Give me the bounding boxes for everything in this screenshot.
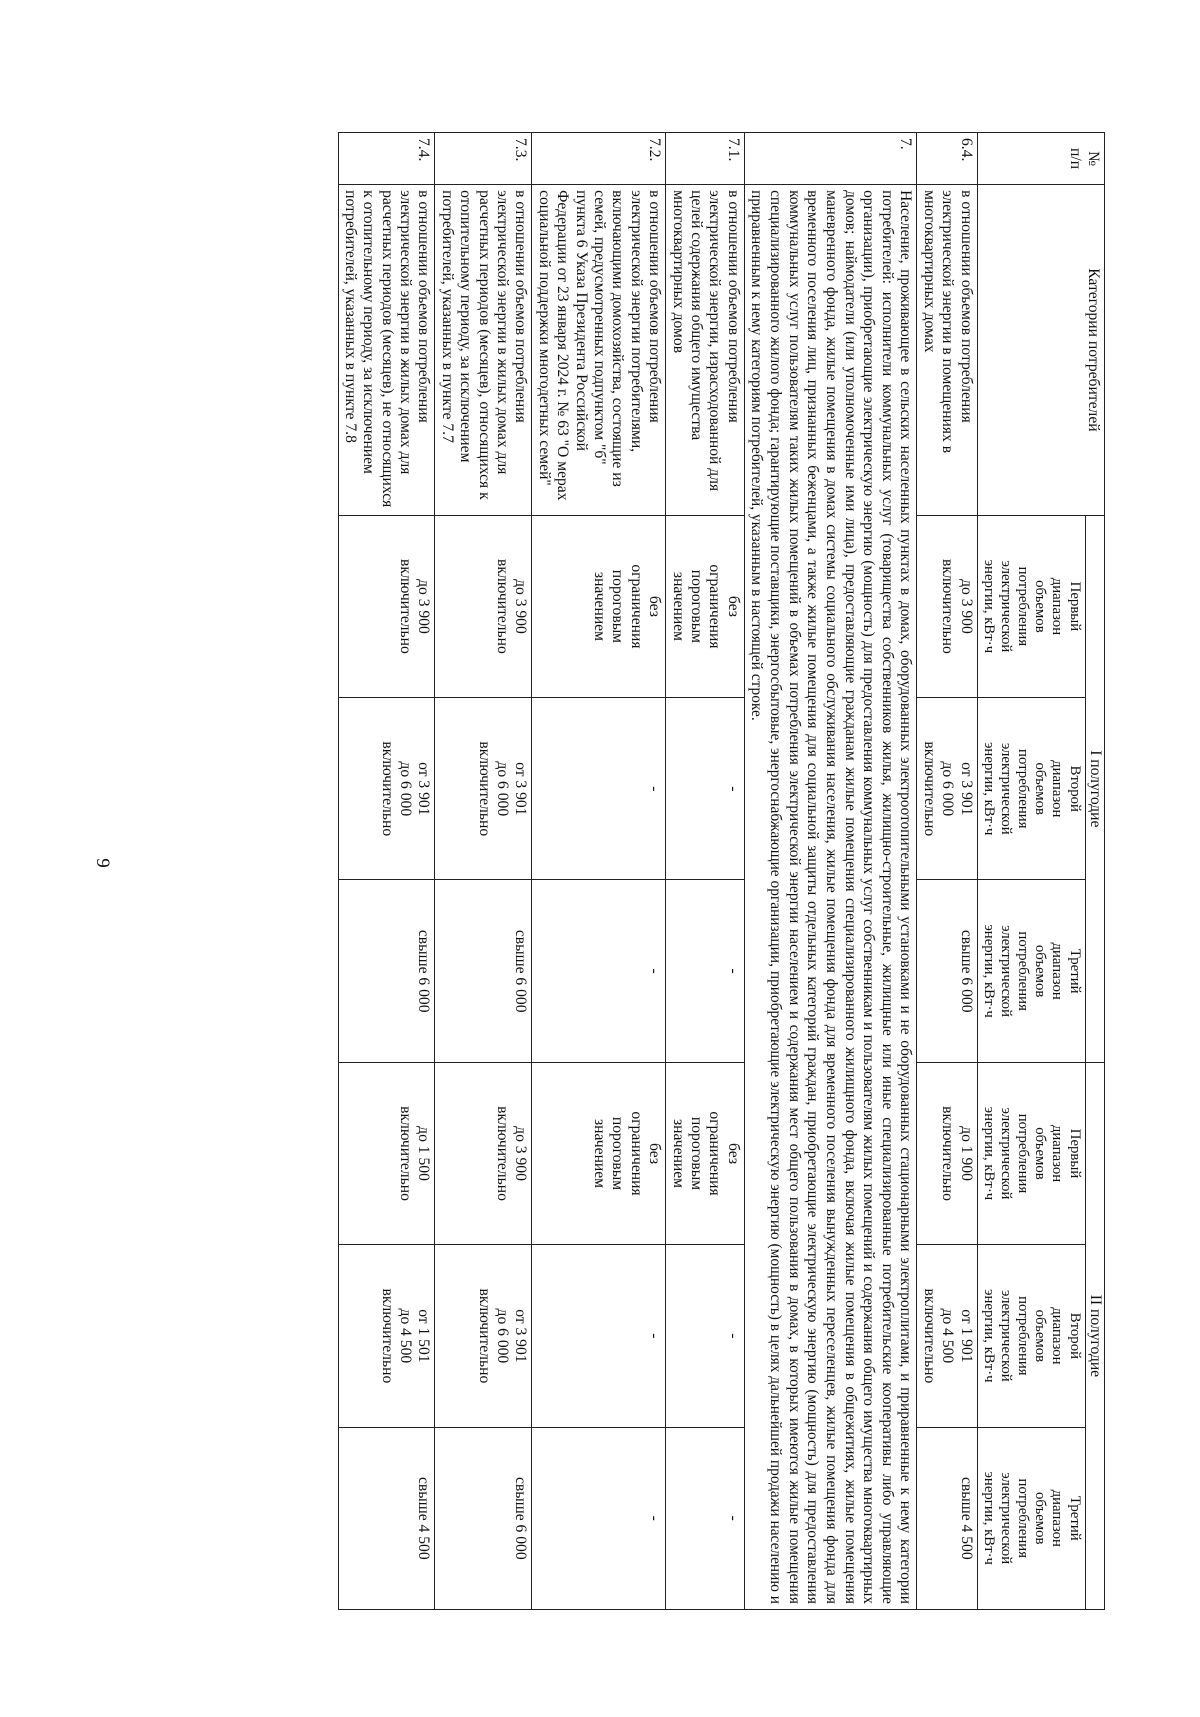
header-range: Третий диапазон объемов потребления электрической энергии, кВт·ч <box>977 1427 1085 1609</box>
row-value: свыше 6 000 <box>435 880 532 1062</box>
row-number: 7.3. <box>435 133 532 185</box>
header-half-1: I полугодие <box>1085 515 1104 1062</box>
row-value: без ограничения пороговым значением <box>532 1062 666 1244</box>
row-value: от 1 501 до 4 500 включительно <box>338 1245 435 1427</box>
row-number: 7. <box>744 133 917 185</box>
row-value: - <box>666 1427 745 1609</box>
header-range: Первый диапазон объемов потребления электрической энергии, кВт·ч <box>977 515 1085 697</box>
table-row <box>338 133 435 1610</box>
row-value: до 3 900 включительно <box>435 1062 532 1244</box>
row-value: свыше 6 000 <box>917 880 977 1062</box>
header-range: Второй диапазон объемов потребления электрической энергии, кВт·ч <box>977 1245 1085 1427</box>
row-value: свыше 4 500 <box>338 1427 435 1609</box>
row-number: 7.2. <box>532 133 666 185</box>
row-value: до 3 900 включительно <box>435 515 532 697</box>
tariff-table <box>338 132 1105 1610</box>
row-value: - <box>666 880 745 1062</box>
row-value: от 1 901 до 4 500 включительно <box>917 1245 977 1427</box>
header-range: Третий диапазон объемов потребления электрической энергии, кВт·ч <box>977 880 1085 1062</box>
row-value: - <box>532 698 666 880</box>
header-row-halves <box>1085 133 1104 1610</box>
table-row <box>744 133 917 1610</box>
row-number: 7.1. <box>666 133 745 185</box>
row-category: в отношении объемов потребления электрической энергии в помещениях в многоквартирных домах <box>917 185 977 516</box>
row-number: 7.4. <box>338 133 435 185</box>
row-value: до 1 900 включительно <box>917 1062 977 1244</box>
row-value: от 3 901 до 6 000 включительно <box>435 1245 532 1427</box>
row-category: в отношении объемов потребления электрической энергии в жилых домах для расчетных периодов (месяцев), относящихся к отопительному периоду, за исключением потребителей, указанных в пункте 7.7 <box>435 185 532 516</box>
row-value: от 3 901 до 6 000 включительно <box>338 698 435 880</box>
row-value: без ограничения пороговым значением <box>532 515 666 697</box>
row-value: до 3 900 включительно <box>338 515 435 697</box>
table-row <box>666 133 745 1610</box>
row-value: - <box>532 880 666 1062</box>
header-half-2: II полугодие <box>1085 1062 1104 1609</box>
row-value: свыше 6 000 <box>435 1427 532 1609</box>
row-value: от 3 901 до 6 000 включительно <box>435 698 532 880</box>
row-number: 6.4. <box>917 133 977 185</box>
row-category: в отношении объемов потребления электрической энергии потребителями, включающими домохозяйства, состоящие из семей, предусмотренных подпунктом "б" пункта 6 Указа Президента Российской Федерации от 23 января 2024 г. № 63 "О мерах социальной поддержки многодетных семей" <box>532 185 666 516</box>
header-category: Категории потребителей <box>977 185 1104 516</box>
table-row <box>917 133 977 1610</box>
header-range: Второй диапазон объемов потребления электрической энергии, кВт·ч <box>977 698 1085 880</box>
row-value: - <box>532 1245 666 1427</box>
row-category-full: Население, проживающее в сельских населенных пунктах в домах, оборудованных электроотопительными установками и не оборудованных стационарными электроплитами, и приравненные к нему категории потребителей: исполнители коммунальных услуг (товарищества собственников жилья, жилищно-строительные, жилищные или иные специализированные потребительские кооперативы либо управляющие организации), приобретающие электрическую энергию (мощность) для предоставления коммунальных услуг собственникам и пользователям жилых помещений и содержания общего имущества многоквартирных домов; наймодатели (или уполномоченные ими лица), предоставляющие гражданам жилые помещения специализированного жилищного фонда, включая жилые помещения в общежитиях, жилые помещения маневренного фонда, жилые помещения в домах системы социального обслуживания населения, жилые помещения фонда для временного поселения вынужденных переселенцев, жилые помещения фонда для временного поселения лиц, признанных беженцами, а также жилые помещения для социальной защиты отдельных категорий граждан, приобретающие электрическую энергию (мощность) для предоставления коммунальных услуг пользователям таких жилых помещений в объемах потребления электрической энергии населением и содержания мест общего пользования в домах, в которых имеются жилые помещения специализированного жилого фонда; гарантирующие поставщики, энергосбытовые, энергоснабжающие организации, приобретающие электрическую энергию (мощность) в целях дальнейшей продажи населению и приравненным к нему категориям потребителей, указанным в настоящей строке. <box>744 185 917 1610</box>
row-value: свыше 4 500 <box>917 1427 977 1609</box>
row-value: - <box>666 1245 745 1427</box>
row-value: - <box>666 698 745 880</box>
row-value: без ограничения пороговым значением <box>666 515 745 697</box>
table-row <box>435 133 532 1610</box>
table-row <box>532 133 666 1610</box>
row-value: до 1 500 включительно <box>338 1062 435 1244</box>
page-number: 9 <box>92 858 113 868</box>
rotated-page <box>135 132 1105 1610</box>
row-value: до 3 900 включительно <box>917 515 977 697</box>
row-value: без ограничения пороговым значением <box>666 1062 745 1244</box>
header-num: № п/п <box>977 133 1104 185</box>
row-value: - <box>532 1427 666 1609</box>
header-range: Первый диапазон объемов потребления электрической энергии, кВт·ч <box>977 1062 1085 1244</box>
row-value: свыше 6 000 <box>338 880 435 1062</box>
row-value: от 3 901 до 6 000 включительно <box>917 698 977 880</box>
row-category: в отношении объемов потребления электрической энергии, израсходованной для целей содержания общего имущества многоквартирных домов <box>666 185 745 516</box>
row-category: в отношении объемов потребления электрической энергии в жилых домах для расчетных периодов (месяцев), не относящихся к отопительному периоду, за исключением потребителей, указанных в пункте 7.8 <box>338 185 435 516</box>
